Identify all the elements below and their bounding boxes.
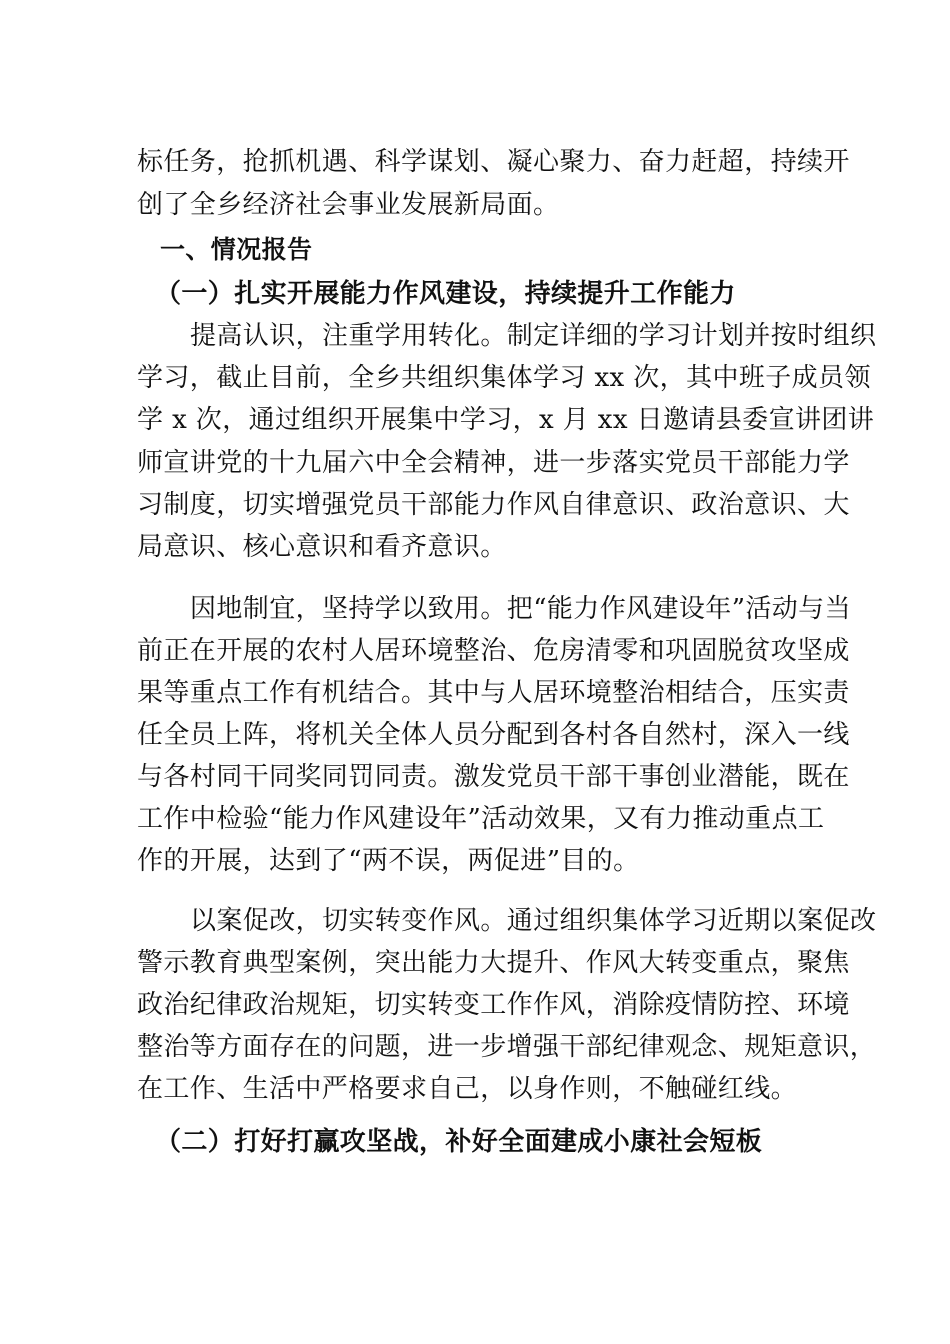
text-line: 警示教育典型案例，突出能力大提升、作风大转变重点，聚焦 [137, 948, 850, 978]
text-line: 前正在开展的农村人居环境整治、危房清零和巩固脱贫攻坚成 [137, 636, 850, 666]
text-line: 标任务，抢抓机遇、科学谋划、凝心聚力、奋力赶超，持续开 [137, 147, 850, 177]
section-heading: 一、情况报告 [160, 235, 313, 264]
text-line: 整治等方面存在的问题，进一步增强干部纪律观念、规矩意识， [137, 1032, 877, 1062]
text-line: 果等重点工作有机结合。其中与人居环境整治相结合，压实责 [137, 678, 850, 708]
text-line: 局意识、核心意识和看齐意识。 [137, 532, 507, 562]
subsection-heading: （二）打好打赢攻坚战，补好全面建成小康社会短板 [155, 1127, 763, 1157]
text-line: 师宣讲党的十九届六中全会精神，进一步落实党员干部能力学 [137, 448, 850, 478]
subsection-heading: （一）扎实开展能力作风建设，持续提升工作能力 [155, 279, 736, 309]
text-line: 工作中检验“能力作风建设年”活动效果，又有力推动重点工 [137, 804, 825, 834]
text-line: 任全员上阵，将机关全体人员分配到各村各自然村，深入一线 [137, 720, 850, 750]
text-line: 与各村同干同奖同罚同责。激发党员干部干事创业潜能，既在 [137, 762, 850, 792]
text-line: 因地制宜，坚持学以致用。把“能力作风建设年”活动与当 [190, 594, 851, 624]
text-line: 创了全乡经济社会事业发展新局面。 [137, 190, 560, 220]
text-line: 提高认识，注重学用转化。制定详细的学习计划并按时组织 [190, 321, 877, 351]
text-line: 以案促改，切实转变作风。通过组织集体学习近期以案促改 [190, 906, 877, 936]
text-line: 政治纪律政治规矩，切实转变工作作风，消除疫情防控、环境 [137, 990, 850, 1020]
text-line: 学 x 次，通过组织开展集中学习，x 月 xx 日邀请县委宣讲团讲 [137, 405, 875, 435]
text-line: 作的开展，达到了“两不误，两促进”目的。 [137, 846, 640, 876]
text-line: 学习，截止目前，全乡共组织集体学习 xx 次，其中班子成员领 [137, 363, 871, 393]
text-line: 习制度，切实增强党员干部能力作风自律意识、政治意识、大 [137, 490, 850, 520]
text-line: 在工作、生活中严格要求自己，以身作则，不触碰红线。 [137, 1074, 798, 1104]
